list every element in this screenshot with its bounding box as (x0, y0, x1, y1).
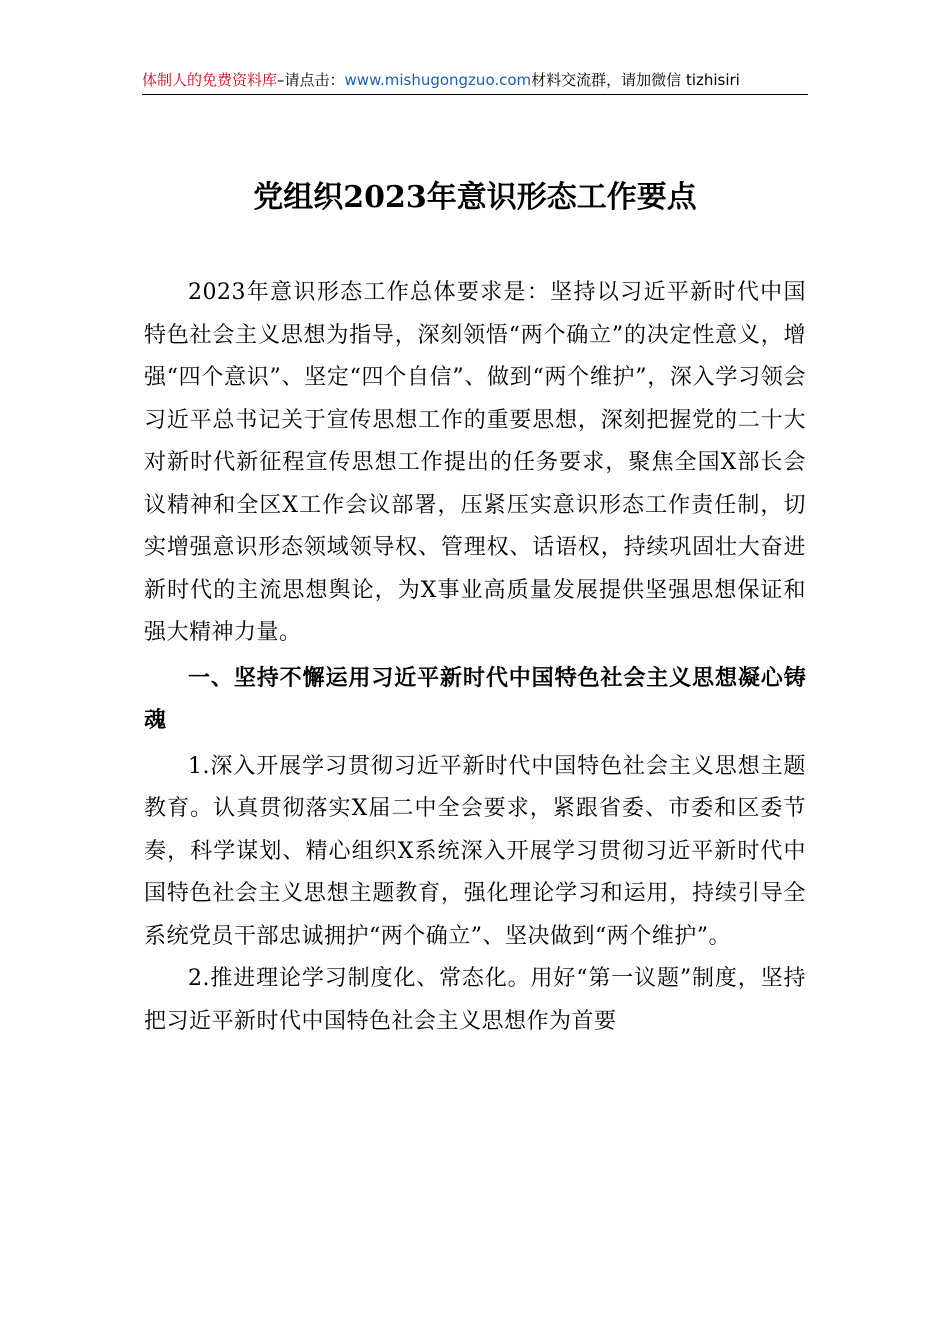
header-note: 材料交流群，请加微信 tizhisiri (531, 71, 740, 89)
header-brand: 体制人的免费资料库 (142, 71, 278, 89)
document-title: 党组织2023年意识形态工作要点 (253, 180, 697, 215)
intro-paragraph: 2023年意识形态工作总体要求是：坚持以习近平新时代中国特色社会主义思想为指导，深刻领悟“两个确立”的决定性意义，增强“四个意识”、坚定“四个自信”、做到“两个维护”，深入学习领会习近平总书记关于宣传思想工作的重要思想，深刻把握党的二十大对新时代新征程宣传思想工作提出的任务要求，聚焦全国X部长会议精神和全区X工作会议部署，压紧压实意识形态工作责任制，切实增强意识形态领域领导权、管理权、话语权，持续巩固壮大奋进新时代的主流思想舆论，为X事业高质量发展提供坚强思想保证和强大精神力量。 (144, 280, 806, 645)
item-paragraph: 1.深入开展学习贯彻习近平新时代中国特色社会主义思想主题教育。认真贯彻落实X届二中全会要求，紧跟省委、市委和区委节奏，科学谋划、精心组织X系统深入开展学习贯彻习近平新时代中国特色社会主义思想主题教育，强化理论学习和运用，持续引导全系统党员干部忠诚拥护“两个确立”、坚决做到“两个维护”。 (144, 753, 806, 949)
item-paragraph: 2.推进理论学习制度化、常态化。用好“第一议题”制度，坚持把习近平新时代中国特色社会主义思想作为首要 (144, 966, 806, 1034)
document-body (144, 272, 806, 1043)
page-header (142, 66, 808, 95)
header-url-link[interactable]: www.mishugongzuo.com (344, 71, 532, 89)
section-heading: 一、坚持不懈运用习近平新时代中国特色社会主义思想凝心铸魂 (144, 665, 806, 733)
header-prompt: –请点击： (277, 71, 345, 89)
